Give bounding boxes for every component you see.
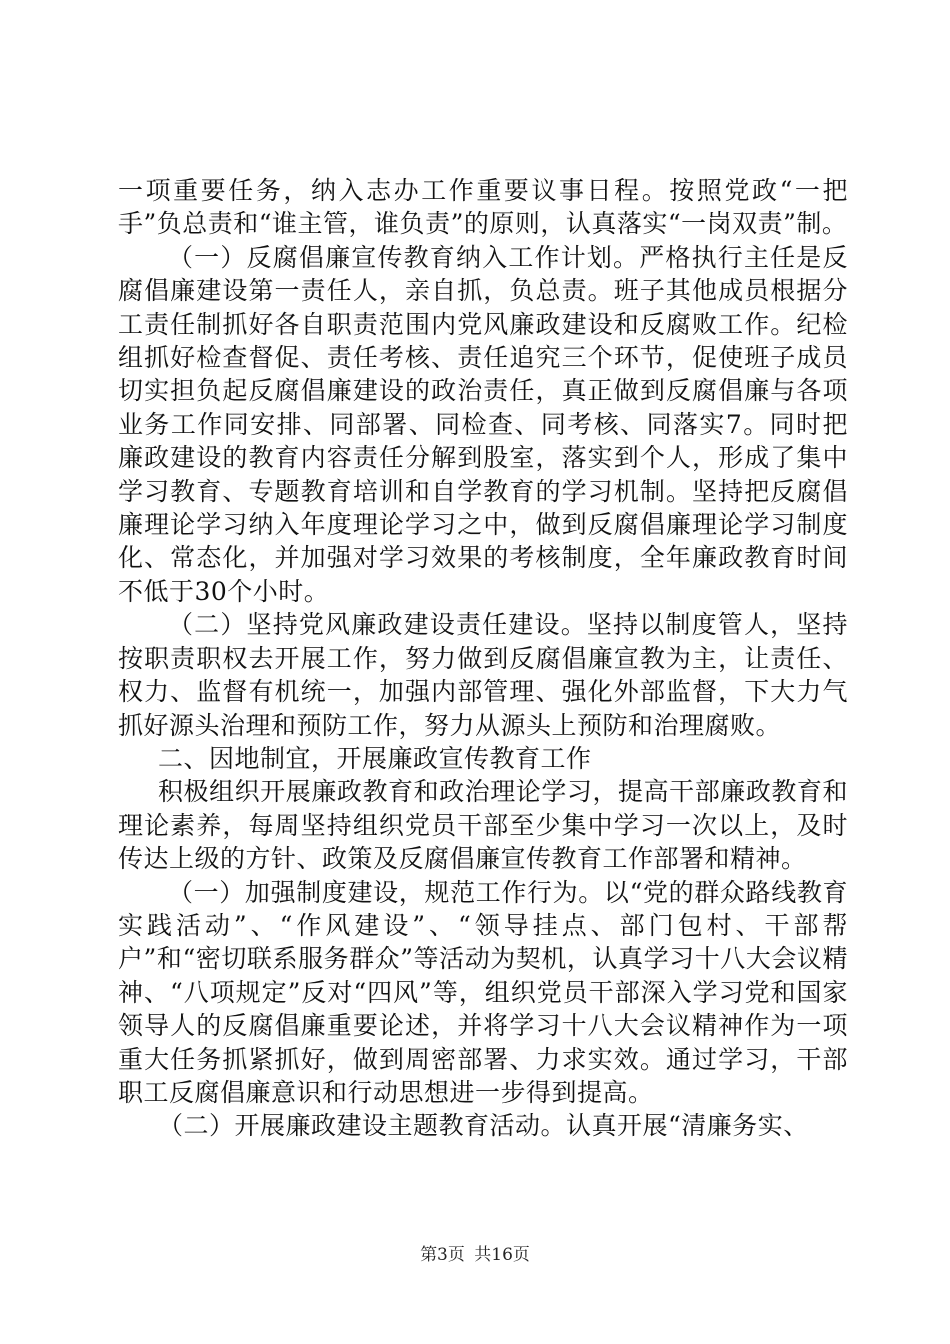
paragraph: （一）加强制度建设，规范工作行为。以“党的群众路线教育实践活动”、“作风建设”、“领导挂点、部门包村、干部帮户”和“密切联系服务群众”等活动为契机，认真学习十八大会议精神、“八项规定”反对“四风”等，组织党员干部深入学习党和国家领导人的反腐倡廉重要论述，并将学习十八大会议精神作为一项重大任务抓紧抓好，做到周密部署、力求实效。通过学习，干部职工反腐倡廉意识和行动思想进一步得到提高。 [118,877,848,1107]
section-heading: 二、因地制宜，开展廉政宣传教育工作 [158,743,592,773]
paragraph: （一）反腐倡廉宣传教育纳入工作计划。严格执行主任是反腐倡廉建设第一责任人，亲自抓，负总责。班子其他成员根据分工责任制抓好各自职责范围内党风廉政建设和反腐败工作。纪检组抓好检查督促、责任考核、责任追究三个环节，促使班子成员切实担负起反腐倡廉建设的政治责任，真正做到反腐倡廉与各项业务工作同安排、同部署、同检查、同考核、同落实7。同时把廉政建设的教育内容责任分解到股室，落实到个人，形成了集中学习教育、专题教育培训和自学教育的学习机制。坚持把反腐倡廉理论学习纳入年度理论学习之中，做到反腐倡廉理论学习制度化、常态化，并加强对学习效果的考核制度，全年廉政教育时间不低于30个小时。 [118,242,848,606]
page-number: 第3页 [420,1245,465,1265]
document-body [118,174,848,1143]
page-footer [0,1244,950,1266]
paragraph: 一项重要任务，纳入志办工作重要议事日程。按照党政“一把手”负总责和“谁主管，谁负责”的原则，认真落实“一岗双责”制。 [118,176,848,239]
paragraph: （二）开展廉政建设主题教育活动。认真开展“清廉务实、 [158,1111,809,1141]
paragraph: 积极组织开展廉政教育和政治理论学习，提高干部廉政教育和理论素养，每周坚持组织党员干部至少集中学习一次以上，及时传达上级的方针、政策及反腐倡廉宣传教育工作部署和精神。 [118,777,848,874]
page-total: 共16页 [474,1245,530,1265]
paragraph: （二）坚持党风廉政建设责任建设。坚持以制度管人，坚持按职责职权去开展工作，努力做到反腐倡廉宣教为主，让责任、权力、监督有机统一，加强内部管理、强化外部监督，下大力气抓好源头治理和预防工作，努力从源头上预防和治理腐败。 [118,610,848,740]
